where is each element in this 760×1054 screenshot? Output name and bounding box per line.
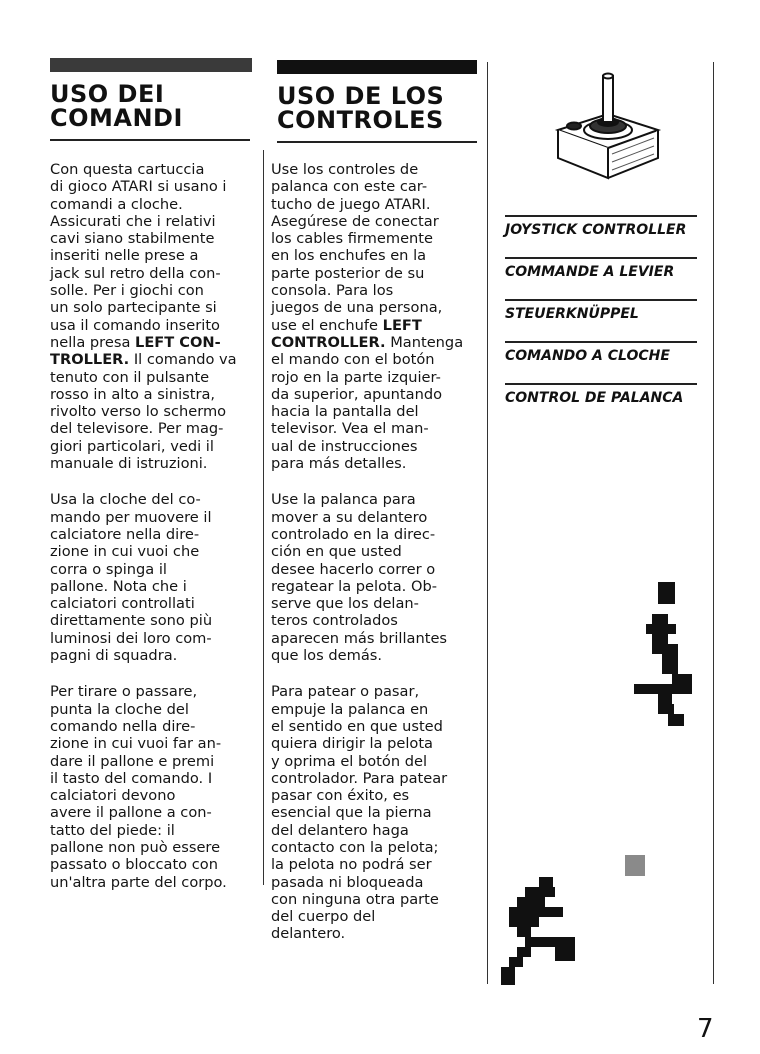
spanish-heading-rule: [277, 141, 477, 143]
italian-heading-line1: USO DEI: [50, 80, 165, 108]
text-line: [50, 317, 255, 334]
italian-heading: [50, 82, 183, 130]
text-line: il tasto del comando. I: [50, 769, 213, 787]
text-span: cavi siano stabilmente: [50, 230, 215, 248]
text-line: calciatori devono: [50, 787, 176, 805]
text-line: que los demás.: [271, 647, 382, 665]
text-line: [271, 196, 481, 213]
text-line: [271, 178, 481, 195]
text-line: [50, 334, 255, 351]
bold-text: TROLLER.: [50, 351, 130, 369]
text-span: tenuto con il pulsante: [50, 368, 210, 386]
italian-heading-rule: [50, 139, 250, 141]
text-line: dare il pallone e premi: [50, 752, 215, 770]
text-span: comandi a cloche.: [50, 195, 183, 213]
text-line: mando per muovere il: [50, 508, 212, 526]
label-text: COMMANDE A LEVIER: [505, 264, 675, 280]
text-line: desee hacerlo correr o: [271, 560, 436, 578]
label-text: COMANDO A CLOCHE: [505, 348, 670, 364]
text-line: Per tirare o passare,: [50, 683, 198, 701]
text-span: Con questa cartuccia: [50, 161, 205, 178]
text-span: use el enchufe: [271, 316, 383, 334]
spanish-heading-line1: USO DE LOS: [277, 82, 445, 110]
text-span: tucho de juego ATARI.: [271, 195, 431, 213]
text-span: parte posterior de su: [271, 264, 425, 282]
text-line: mover a su delantero: [271, 508, 428, 526]
text-line: [50, 386, 255, 403]
text-line: [271, 455, 481, 472]
text-line: un'altra parte del corpo.: [50, 873, 227, 891]
text-line: punta la cloche del: [50, 700, 189, 718]
text-line: corra o spinga il: [50, 560, 167, 578]
text-line: serve que los delan-: [271, 595, 419, 613]
italian-body: [50, 161, 255, 910]
text-line: [271, 317, 481, 334]
text-line: [50, 420, 255, 437]
text-span: para más detalles.: [271, 455, 407, 473]
text-line: [271, 420, 481, 437]
text-line: [271, 403, 481, 420]
text-line: [271, 438, 481, 455]
text-line: [271, 334, 481, 351]
text-line: [50, 247, 255, 264]
text-span: inseriti nelle prese a: [50, 247, 199, 265]
text-span: jack sul retro della con-: [50, 264, 221, 282]
text-span: el mando con el botón: [271, 351, 435, 369]
text-line: [271, 265, 481, 282]
text-line: con ninguna otra parte: [271, 890, 439, 908]
text-line: Usa la cloche del co-: [50, 491, 201, 509]
text-span: los cables firmemente: [271, 230, 434, 248]
text-line: [50, 299, 255, 316]
text-line: [271, 213, 481, 230]
bold-text: LEFT CON-: [135, 333, 221, 351]
text-line: pasar con éxito, es: [271, 787, 410, 805]
text-line: pagni di squadra.: [50, 647, 178, 665]
text-line: y oprima el botón del: [271, 752, 428, 770]
text-line: regatear la pelota. Ob-: [271, 577, 437, 595]
text-span: solle. Per i giochi con: [50, 282, 204, 300]
text-line: controlado en la direc-: [271, 525, 436, 543]
bold-text: CONTROLLER.: [271, 333, 386, 351]
text-line: empuje la palanca en: [271, 700, 429, 718]
text-span: hacia la pantalla del: [271, 403, 419, 421]
text-line: quiera dirigir la pelota: [271, 735, 433, 753]
text-line: [271, 299, 481, 316]
text-line: [50, 351, 255, 368]
text-span: manuale di istruzioni.: [50, 455, 208, 473]
text-line: luminosi dei loro com-: [50, 629, 212, 647]
text-line: Para patear o pasar,: [271, 683, 420, 701]
text-line: [50, 282, 255, 299]
text-line: el sentido en que usted: [271, 717, 443, 735]
text-span: di gioco ATARI si usano i: [50, 178, 227, 196]
page-number: 7: [697, 1014, 714, 1044]
text-line: [50, 265, 255, 282]
text-span: televisor. Vea el man-: [271, 420, 429, 438]
text-span: giori particolari, vedi il: [50, 437, 214, 455]
column-divider-2: [487, 62, 488, 984]
text-line: controlador. Para patear: [271, 769, 448, 787]
text-line: del cuerpo del: [271, 908, 376, 926]
spanish-heading-line2: CONTROLES: [277, 106, 444, 134]
text-span: en los enchufes en la: [271, 247, 427, 265]
text-line: [271, 351, 481, 368]
text-line: Use la palanca para: [271, 491, 416, 509]
text-line: [50, 178, 255, 195]
text-line: [271, 230, 481, 247]
text-span: Asegúrese de conectar: [271, 212, 439, 230]
text-line: [271, 247, 481, 264]
italian-heading-bar: [50, 58, 252, 72]
text-span: nella presa: [50, 333, 136, 351]
text-line: [50, 213, 255, 230]
joystick-icon: [558, 74, 658, 179]
text-line: calciatore nella dire-: [50, 525, 200, 543]
text-span: Il comando va: [129, 351, 237, 369]
label-text: STEUERKNÜPPEL: [505, 306, 639, 322]
text-line: pasada ni bloqueada: [271, 873, 424, 891]
text-line: teros controlados: [271, 612, 398, 630]
ball-block: [625, 855, 645, 876]
text-span: rivolto verso lo schermo: [50, 403, 227, 421]
italian-paragraph-2: [50, 491, 255, 664]
text-span: rosso in alto a sinistra,: [50, 385, 216, 403]
text-line: [50, 161, 255, 178]
player-sprite-upper: [630, 580, 700, 730]
text-span: juegos de una persona,: [271, 299, 443, 317]
italian-paragraph-1: [50, 161, 255, 472]
text-line: ción en que usted: [271, 543, 402, 561]
text-line: aparecen más brillantes: [271, 629, 448, 647]
text-span: Assicurati che i relativi: [50, 212, 216, 230]
spanish-body: [271, 161, 481, 962]
text-span: usa il comando inserito: [50, 316, 220, 334]
text-line: passato o bloccato con: [50, 856, 218, 874]
bold-text: LEFT: [382, 316, 422, 334]
text-line: [50, 230, 255, 247]
text-span: un solo partecipante si: [50, 299, 217, 317]
text-line: [50, 438, 255, 455]
text-span: ual de instrucciones: [271, 437, 418, 455]
italian-heading-line2: COMANDI: [50, 104, 183, 132]
spanish-paragraph-3: [271, 683, 481, 942]
text-line: zione in cui vuoi che: [50, 543, 200, 561]
column-divider-1: [263, 150, 264, 885]
text-span: del televisore. Per mag-: [50, 420, 224, 438]
text-line: [50, 369, 255, 386]
text-line: direttamente sono più: [50, 612, 213, 630]
text-line: calciatori controllati: [50, 595, 195, 613]
text-line: [50, 196, 255, 213]
text-line: pallone non può essere: [50, 838, 221, 856]
text-line: [271, 369, 481, 386]
text-line: delantero.: [271, 925, 346, 943]
text-line: pallone. Nota che i: [50, 577, 187, 595]
text-span: rojo en la parte izquier-: [271, 368, 441, 386]
text-line: [271, 282, 481, 299]
text-line: zione in cui vuoi far an-: [50, 735, 222, 753]
text-line: [271, 386, 481, 403]
text-span: Use los controles de: [271, 161, 419, 178]
player-sprite-lower: [495, 873, 585, 988]
spanish-heading-bar: [277, 60, 477, 74]
text-span: Mantenga: [385, 333, 464, 351]
label-text: JOYSTICK CONTROLLER: [505, 222, 687, 238]
text-line: del delantero haga: [271, 821, 409, 839]
text-span: palanca con este car-: [271, 178, 428, 196]
text-span: consola. Para los: [271, 282, 394, 300]
text-line: la pelota no podrá ser: [271, 856, 432, 874]
italian-paragraph-3: [50, 683, 255, 891]
text-span: da superior, apuntando: [271, 385, 443, 403]
text-line: [50, 403, 255, 420]
joystick-illustration: [550, 70, 670, 188]
column-divider-3: [713, 62, 714, 984]
text-line: comando nella dire-: [50, 717, 196, 735]
text-line: esencial que la pierna: [271, 804, 432, 822]
label-text: CONTROL DE PALANCA: [505, 390, 684, 406]
spanish-paragraph-2: [271, 491, 481, 664]
text-line: [271, 161, 481, 178]
text-line: avere il pallone a con-: [50, 804, 212, 822]
text-line: contacto con la pelota;: [271, 838, 439, 856]
text-line: tatto del piede: il: [50, 821, 175, 839]
spanish-heading: [277, 84, 444, 132]
spanish-paragraph-1: [271, 161, 481, 472]
text-line: [50, 455, 255, 472]
